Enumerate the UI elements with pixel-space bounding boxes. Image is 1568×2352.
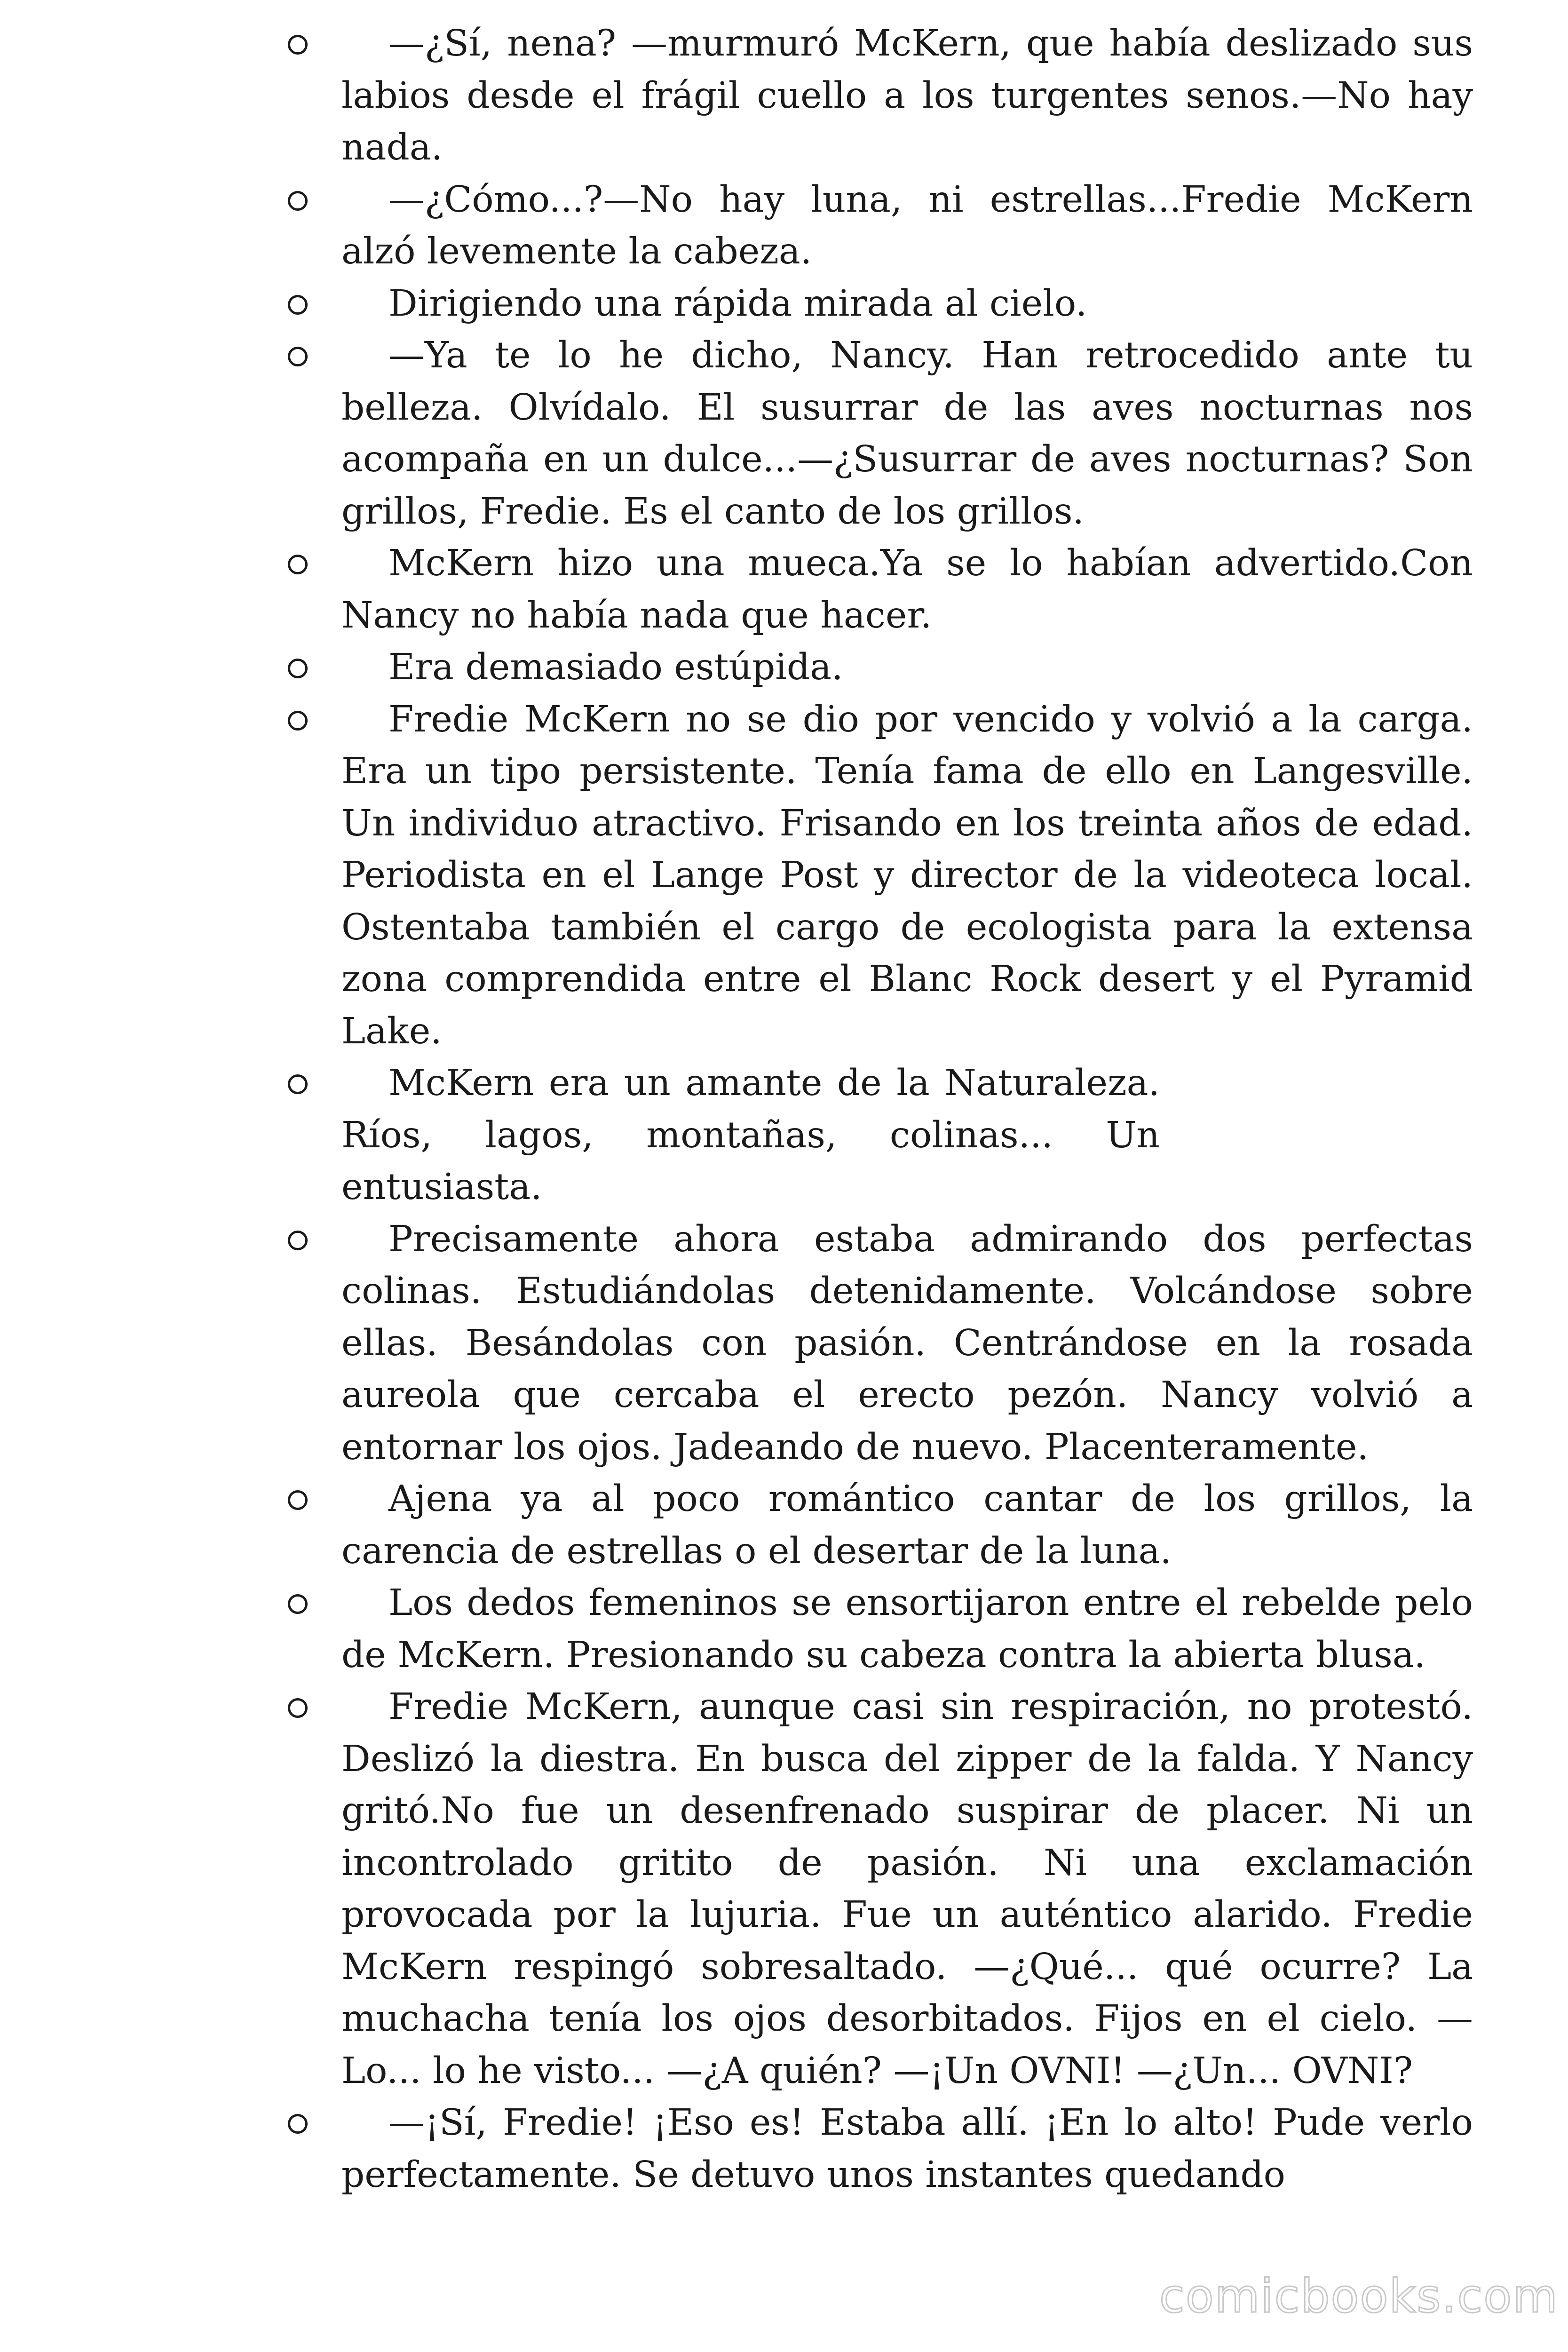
watermark: comicbooks.com: [1159, 2270, 1559, 2323]
list-item: [288, 18, 1473, 174]
paragraph-text: Era demasiado estúpida.: [388, 646, 843, 688]
list-item: [288, 538, 1473, 642]
hollow-circle-bullet-icon: [288, 35, 308, 55]
list-item: [288, 1057, 1160, 1214]
hollow-circle-bullet-icon: [288, 1594, 308, 1614]
paragraph-text: Precisamente ahora estaba admirando dos perfectas colinas. Estudiándolas detenidamente. Volcándose sobre ellas. Besándolas con pasión. Centrándose en la rosada aureola que cercaba el erecto pezón. Nancy volvió a entornar los ojos. Jadeando de nuevo. Placenteramente.: [341, 1218, 1473, 1468]
list-item: [288, 694, 1473, 1058]
hollow-circle-bullet-icon: [288, 2114, 308, 2134]
paragraph-text: —¿Sí, nena? —murmuró McKern, que había deslizado sus labios desde el frágil cuello a los turgentes senos.—No hay nada.: [341, 23, 1473, 168]
paragraph-text: Fredie McKern no se dio por vencido y volvió a la carga. Era un tipo persistente. Tenía fama de ello en Langesville. Un individuo atractivo. Frisando en los treinta años de edad. Periodista en el Lange Post y director de la videoteca local. Ostentaba también el cargo de ecologista para la extensa zona comprendida entre el Blanc Rock desert y el Pyramid Lake.: [341, 698, 1473, 1052]
list-item: [288, 278, 1473, 330]
list-item: [288, 642, 1473, 694]
paragraph-text: —¡Sí, Fredie! ¡Eso es! Estaba allí. ¡En lo alto! Pude verlo perfectamente. Se detuvo unos instantes quedando: [341, 2102, 1473, 2196]
hollow-circle-bullet-icon: [288, 1231, 308, 1250]
list-item: [288, 174, 1473, 278]
list-item: [288, 330, 1473, 538]
paragraph-text: Dirigiendo una rápida mirada al cielo.: [388, 282, 1087, 325]
hollow-circle-bullet-icon: [288, 295, 308, 315]
paragraph-text: McKern era un amante de la Naturaleza. Ríos, lagos, montañas, colinas... Un entusiasta.: [341, 1062, 1160, 1208]
list-item: [288, 1681, 1473, 2097]
hollow-circle-bullet-icon: [288, 555, 308, 574]
hollow-circle-bullet-icon: [288, 191, 308, 211]
hollow-circle-bullet-icon: [288, 1698, 308, 1718]
paragraph-text: —Ya te lo he dicho, Nancy. Han retrocedido ante tu belleza. Olvídalo. El susurrar de las aves nocturnas nos acompaña en un dulce...—¿Susurrar de aves nocturnas? Son grillos, Fredie. Es el canto de los grillos.: [341, 334, 1473, 532]
list-item: [288, 1214, 1473, 1474]
hollow-circle-bullet-icon: [288, 659, 308, 678]
paragraph-text: —¿Cómo...?—No hay luna, ni estrellas...Fredie McKern alzó levemente la cabeza.: [341, 178, 1473, 272]
paragraph-list: [288, 18, 1473, 2201]
paragraph-text: Ajena ya al poco romántico cantar de los grillos, la carencia de estrellas o el desertar de la luna.: [341, 1478, 1473, 1572]
paragraph-text: McKern hizo una mueca.Ya se lo habían advertido.Con Nancy no había nada que hacer.: [341, 542, 1473, 636]
hollow-circle-bullet-icon: [288, 1490, 308, 1510]
paragraph-text: Los dedos femeninos se ensortijaron entre el rebelde pelo de McKern. Presionando su cabeza contra la abierta blusa.: [341, 1582, 1473, 1676]
list-item: [288, 1473, 1473, 1577]
hollow-circle-bullet-icon: [288, 1074, 308, 1094]
paragraph-text: Fredie McKern, aunque casi sin respiración, no protestó. Deslizó la diestra. En busca del zipper de la falda. Y Nancy gritó.No fue un desenfrenado suspirar de placer. Ni un incontrolado gritito de pasión. Ni una exclamación provocada por la lujuria. Fue un auténtico alarido. Fredie McKern respingó sobresaltado. —¿Qué... qué ocurre? La muchacha tenía los ojos desorbitados. Fijos en el cielo. —Lo... lo he visto... —¿A quién? —¡Un OVNI! —¿Un... OVNI?: [341, 1686, 1473, 2092]
list-item: [288, 1577, 1473, 1681]
hollow-circle-bullet-icon: [288, 347, 308, 366]
hollow-circle-bullet-icon: [288, 711, 308, 731]
list-item: [288, 2097, 1473, 2201]
